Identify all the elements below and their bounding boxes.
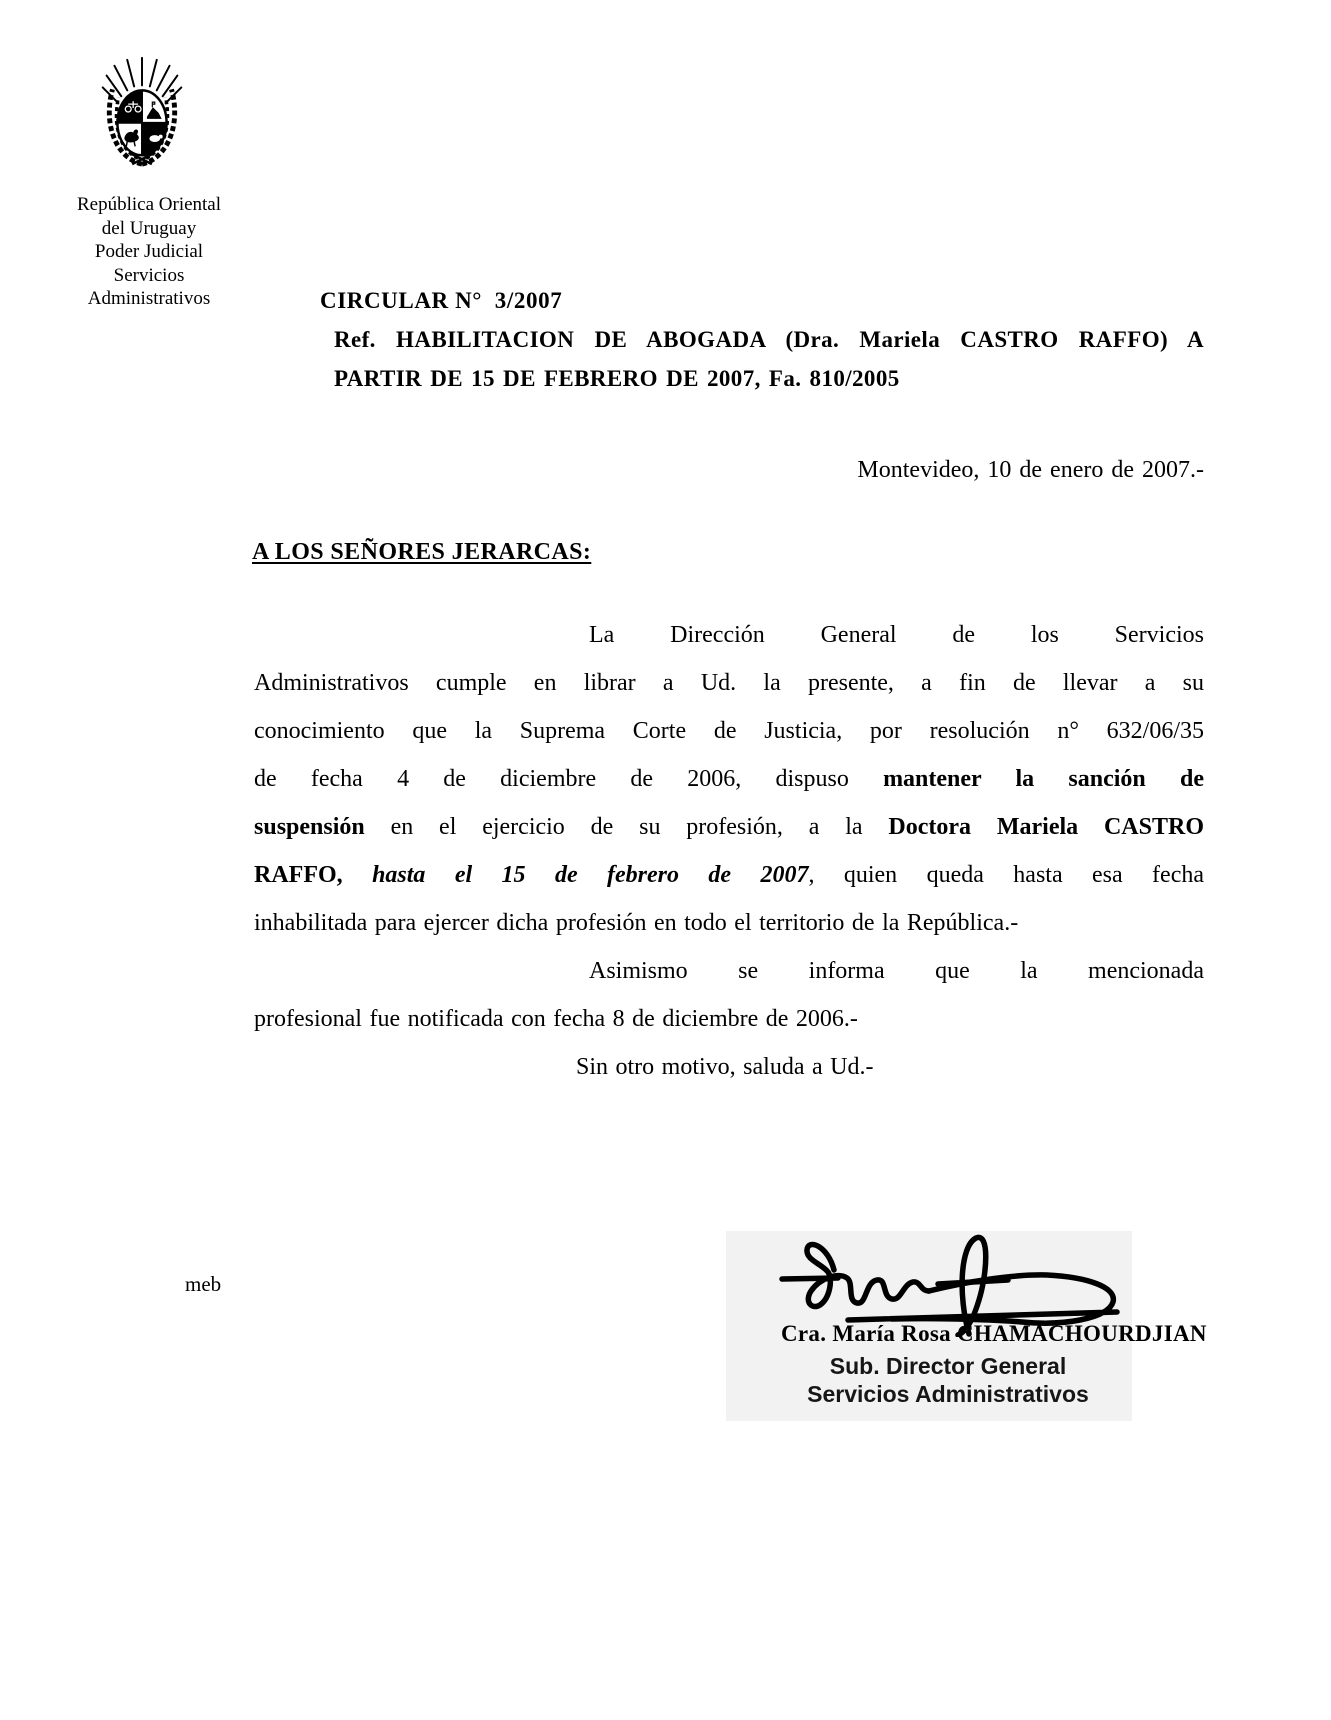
- body-segment: Administrativos cumple en librar a Ud. la presente, a fin de llevar a su: [254, 670, 1204, 696]
- body-segment: conocimiento que la Suprema Corte de Justicia, por resolución n° 632/06/35: [254, 718, 1204, 744]
- body-line: [254, 1043, 1204, 1091]
- org-line: República Oriental: [76, 194, 222, 215]
- salutation: A LOS SEÑORES JERARCAS:: [252, 539, 592, 565]
- signatory-titles: [748, 1353, 1148, 1408]
- org-line: del Uruguay: [101, 217, 197, 239]
- body-line: [254, 755, 1204, 803]
- body-segment-bold: Doctora Mariela CASTRO: [888, 814, 1204, 840]
- body-segment: de fecha 4 de diciembre de 2006, dispuso: [254, 766, 884, 792]
- body-line: [254, 707, 1204, 755]
- body-line: [254, 611, 1204, 659]
- body-line: [254, 899, 1204, 947]
- body-segment-bold: RAFFO,: [254, 862, 373, 888]
- circular-number: CIRCULAR N° 3/2007: [320, 288, 563, 313]
- reference-line-2: PARTIR DE 15 DE FEBRERO DE 2007, Fa. 810/2005: [334, 366, 900, 391]
- body-segment-bold: suspensión: [254, 814, 365, 840]
- org-line: Administrativos: [87, 288, 211, 309]
- body-segment: , quien queda hasta esa fecha: [808, 862, 1205, 888]
- signatory-title-line: Servicios Administrativos: [807, 1380, 1089, 1407]
- letter-body: [254, 611, 1204, 1091]
- body-segment: Asimismo se informa que la mencionada: [589, 958, 1204, 984]
- org-line: Servicios: [113, 264, 185, 286]
- body-segment: La Dirección General de los Servicios: [589, 622, 1204, 648]
- reference-line-1: Ref. HABILITACION DE ABOGADA (Dra. Mariela CASTRO RAFFO) A: [334, 327, 1204, 352]
- org-line: Poder Judicial: [94, 241, 204, 262]
- handwritten-signature-icon: [770, 1222, 1120, 1337]
- body-line: [254, 947, 1204, 995]
- dateline: Montevideo, 10 de enero de 2007.-: [857, 457, 1204, 483]
- body-segment-bold: mantener la sanción de: [883, 766, 1204, 792]
- body-segment: inhabilitada para ejercer dicha profesión en todo el territorio de la República.-: [254, 910, 1019, 936]
- body-line: [254, 659, 1204, 707]
- signatory-title-line: Sub. Director General: [829, 1353, 1067, 1379]
- letterhead-org-block: [38, 193, 260, 311]
- signatory-name: Cra. María Rosa CHAMACHOURDJIAN: [781, 1321, 1207, 1346]
- body-segment: Sin otro motivo, saluda a Ud.-: [576, 1054, 874, 1080]
- body-line: [254, 803, 1204, 851]
- quartered-shield-icon: [117, 90, 166, 155]
- uruguay-coat-of-arms-icon: [94, 52, 190, 170]
- body-segment-bold-italic: hasta el 15 de febrero de 2007: [372, 862, 809, 888]
- typist-initials: meb: [185, 1272, 222, 1296]
- body-segment: profesional fue notificada con fecha 8 de diciembre de 2006.-: [254, 1006, 858, 1032]
- body-line: [254, 851, 1204, 899]
- body-line: [254, 995, 1204, 1043]
- body-segment: en el ejercicio de su profesión, a la: [364, 814, 889, 840]
